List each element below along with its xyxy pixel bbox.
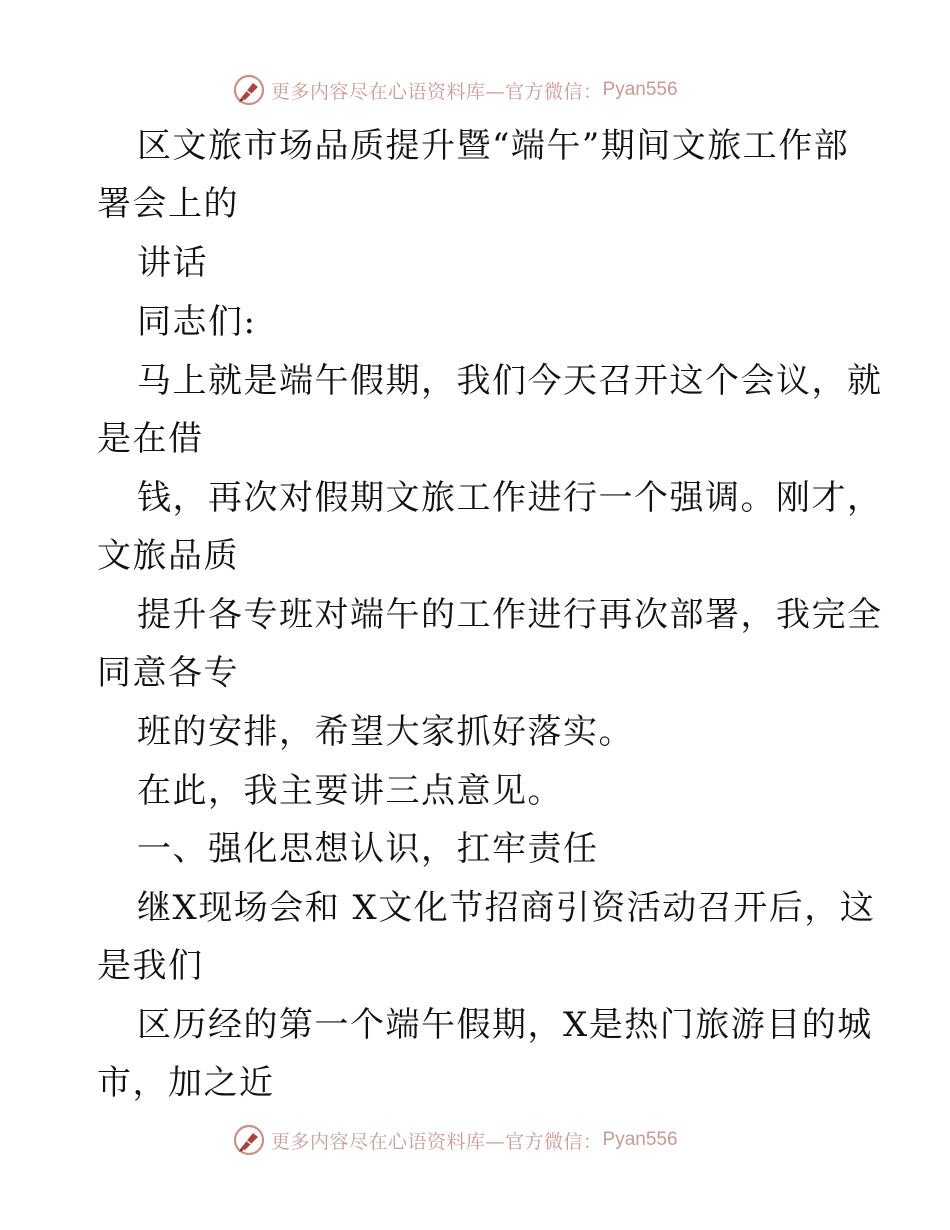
watermark-text: 更多内容尽在心语资料库—官方微信： — [271, 1130, 603, 1153]
paragraph-line: 在此，我主要讲三点意见。 — [137, 771, 563, 811]
header-watermark — [233, 72, 678, 108]
watermark-text: 更多内容尽在心语资料库—官方微信： — [271, 80, 603, 103]
pen-nib-logo-icon — [233, 74, 265, 106]
paragraph-line: 同意各专 — [97, 653, 239, 693]
title-line-2: 署会上的 — [97, 184, 239, 224]
paragraph-line: 是我们 — [97, 946, 204, 986]
title-line-3: 讲话 — [137, 243, 208, 283]
paragraph-line: 市，加之近 — [97, 1063, 275, 1103]
watermark-handle: Pyan556 — [602, 79, 678, 100]
paragraph-line: 区历经的第一个端午假期，X是热门旅游目的城 — [137, 1005, 873, 1045]
section-heading: 一、强化思想认识，扛牢责任 — [137, 829, 599, 869]
pen-nib-logo-icon — [233, 1124, 265, 1156]
salutation: 同志们: — [137, 302, 257, 342]
watermark-handle: Pyan556 — [602, 1129, 678, 1150]
footer-watermark — [233, 1122, 678, 1158]
paragraph-line: 是在借 — [97, 419, 204, 459]
paragraph-line: 提升各专班对端午的工作进行再次部署，我完全 — [137, 595, 883, 635]
paragraph-line: 文旅品质 — [97, 536, 239, 576]
paragraph-line: 继X现场会和 X文化节招商引资活动召开后，这 — [137, 888, 876, 928]
title-line-1: 区文旅市场品质提升暨“端午”期间文旅工作部 — [137, 126, 850, 166]
paragraph-line: 马上就是端午假期，我们今天召开这个会议，就 — [137, 361, 883, 401]
paragraph-line: 钱，再次对假期文旅工作进行一个强调。刚才， — [137, 478, 883, 518]
paragraph-line: 班的安排，希望大家抓好落实。 — [137, 712, 634, 752]
